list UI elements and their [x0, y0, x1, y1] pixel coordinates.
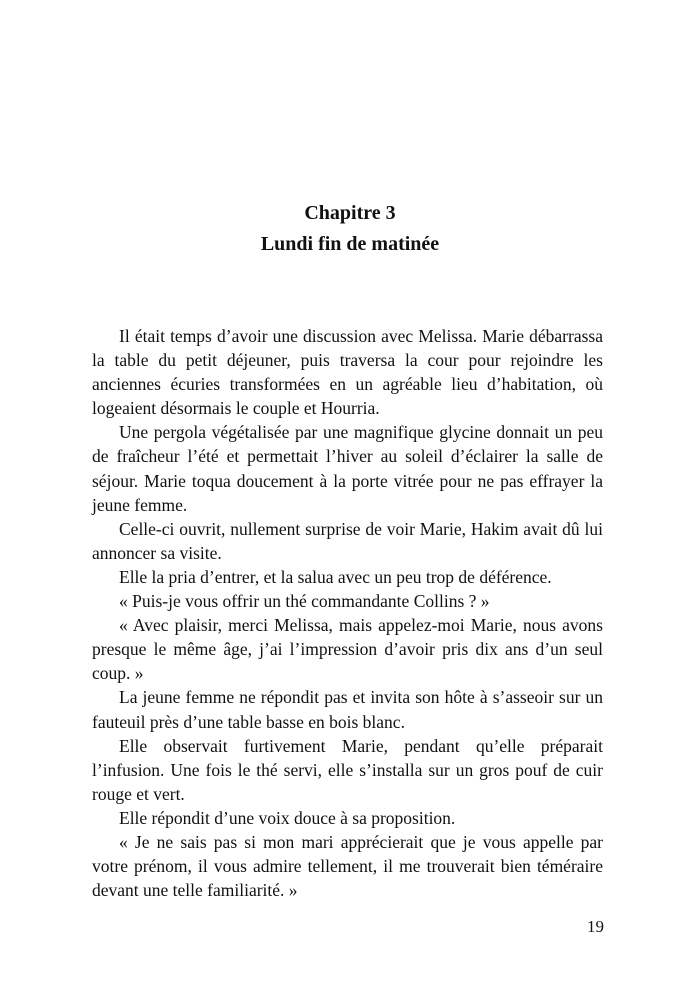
chapter-title: Lundi fin de matinée: [260, 233, 440, 255]
paragraph: Elle répondit d’une voix douce à sa proposition.: [119, 807, 456, 828]
paragraph: Celle-ci ouvrit, nullement surprise de voir Marie, Hakim avait dû lui annoncer sa visite.: [92, 518, 603, 563]
paragraph: « Je ne sais pas si mon mari apprécierait que je vous appelle par votre prénom, il vous admire tellement, il me trouverait bien téméraire devant une telle familiarité. »: [92, 831, 603, 901]
paragraph: « Avec plaisir, merci Melissa, mais appelez-moi Marie, nous avons presque le même âge, j’ai l’impression d’avoir pris dix ans d’un seul coup. »: [92, 615, 603, 684]
chapter-number: Chapitre 3: [304, 202, 396, 224]
paragraph: Il était temps d’avoir une discussion avec Melissa. Marie débarrassa la table du petit déjeuner, puis traversa la cour pour rejoindre les anciennes écuries transformées en un agréable lieu d’habitation, où logeaient désormais le couple et Hourria.: [92, 326, 603, 419]
chapter-heading: [0, 198, 700, 260]
paragraph: « Puis-je vous offrir un thé commandante Collins ? »: [119, 591, 490, 612]
page-number: 19: [587, 917, 604, 936]
paragraph: Elle observait furtivement Marie, pendant qu’elle préparait l’infusion. Une fois le thé servi, elle s’installa sur un gros pouf de cuir rouge et vert.: [92, 735, 603, 804]
paragraph: Elle la pria d’entrer, et la salua avec un peu trop de déférence.: [119, 566, 552, 587]
paragraph: La jeune femme ne répondit pas et invita son hôte à s’asseoir sur un fauteuil près d’une table basse en bois blanc.: [92, 687, 603, 732]
paragraph: Une pergola végétalisée par une magnifique glycine donnait un peu de fraîcheur l’été et permettait l’hiver au soleil d’éclairer la salle de séjour. Marie toqua doucement à la porte vitrée pour ne pas effrayer la jeune femme.: [92, 422, 603, 515]
body-text: [92, 324, 603, 902]
